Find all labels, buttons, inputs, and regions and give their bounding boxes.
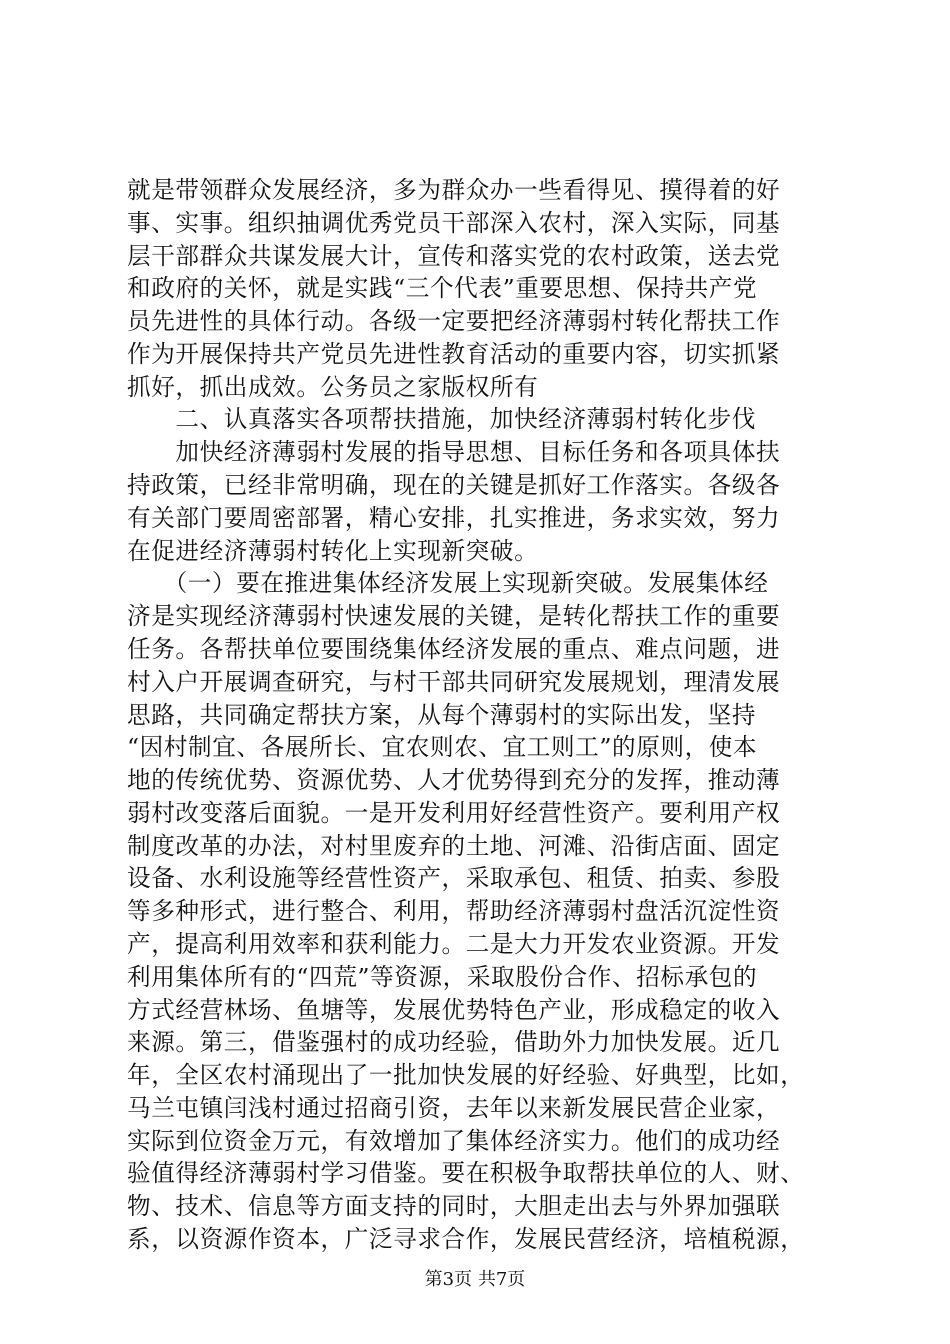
text-line: 弱村改变落后面貌。一是开发利用好经营性资产。要利用产权	[127, 798, 781, 827]
text-line: 利用集体所有的“四荒”等资源，采取股份合作、招标承包的	[127, 962, 758, 991]
text-line: 济是实现经济薄弱村快速发展的关键，是转化帮扶工作的重要	[127, 602, 781, 631]
text-line: 和政府的关怀，就是实践“三个代表”重要思想、保持共产党	[127, 274, 758, 303]
text-line: 设备、水利设施等经营性资产，采取承包、租赁、拍卖、参股	[127, 864, 781, 893]
text-line: 在促进经济薄弱村转化上实现新突破。	[127, 536, 539, 565]
text-line: 有关部门要周密部署，精心安排，扎实推进，务求实效，努力	[127, 503, 781, 532]
text-line: 年，全区农村涌现出了一批加快发展的好经验、好典型，比如，	[127, 1061, 805, 1090]
text-line: 加快经济薄弱村发展的指导思想、目标任务和各项具体扶	[127, 438, 781, 467]
text-line: 层干部群众共谋发展大计，宣传和落实党的农村政策，送去党	[127, 241, 781, 270]
text-line: 系，以资源作资本，广泛寻求合作，发展民营经济，培植税源，	[127, 1225, 805, 1253]
text-line: 马兰屯镇闫浅村通过招商引资，去年以来新发展民营企业家，	[127, 1093, 781, 1122]
text-line: 方式经营林场、鱼塘等，发展优势特色产业，形成稳定的收入	[127, 995, 781, 1024]
text-line: 持政策，已经非常明确，现在的关键是抓好工作落实。各级各	[127, 471, 781, 500]
text-line: 员先进性的具体行动。各级一定要把经济薄弱村转化帮扶工作	[127, 307, 781, 336]
text-line: 事、实事。组织抽调优秀党员干部深入农村，深入实际，同基	[127, 208, 781, 237]
text-line: 制度改革的办法，对村里废弃的土地、河滩、沿街店面、固定	[127, 831, 781, 860]
text-line: 产，提高利用效率和获利能力。二是大力开发农业资源。开发	[127, 929, 781, 958]
text-line: “因村制宜、各展所长、宜农则农、宜工则工”的原则，使本	[127, 733, 758, 762]
text-line: 就是带领群众发展经济，多为群众办一些看得见、摸得着的好	[127, 176, 781, 204]
text-line: 来源。第三，借鉴强村的成功经验，借助外力加快发展。近几	[127, 1028, 781, 1057]
text-line: 等多种形式，进行整合、利用，帮助经济薄弱村盘活沉淀性资	[127, 897, 781, 926]
section-heading: 二、认真落实各项帮扶措施，加快经济薄弱村转化步伐	[127, 405, 757, 434]
text-line: 验值得经济薄弱村学习借鉴。要在积极争取帮扶单位的人、财、	[127, 1159, 805, 1188]
text-line: 物、技术、信息等方面支持的同时，大胆走出去与外界加强联	[127, 1192, 781, 1221]
text-line: 任务。各帮扶单位要围绕集体经济发展的重点、难点问题，进	[127, 634, 781, 663]
text-line: 作为开展保持共产党员先进性教育活动的重要内容，切实抓紧	[127, 339, 781, 368]
text-line: 思路，共同确定帮扶方案，从每个薄弱村的实际出发，坚持	[127, 700, 757, 729]
text-line: 地的传统优势、资源优势、人才优势得到充分的发挥，推动薄	[127, 766, 781, 795]
text-line: 实际到位资金万元，有效增加了集体经济实力。他们的成功经	[127, 1126, 781, 1155]
page-number-footer: 第3页 共7页	[424, 1269, 526, 1290]
text-line: 村入户开展调查研究，与村干部共同研究发展规划，理清发展	[127, 667, 781, 696]
text-line: 抓好，抓出成效。公务员之家版权所有	[127, 372, 539, 401]
text-line: （一）要在推进集体经济发展上实现新突破。发展集体经	[127, 569, 769, 598]
